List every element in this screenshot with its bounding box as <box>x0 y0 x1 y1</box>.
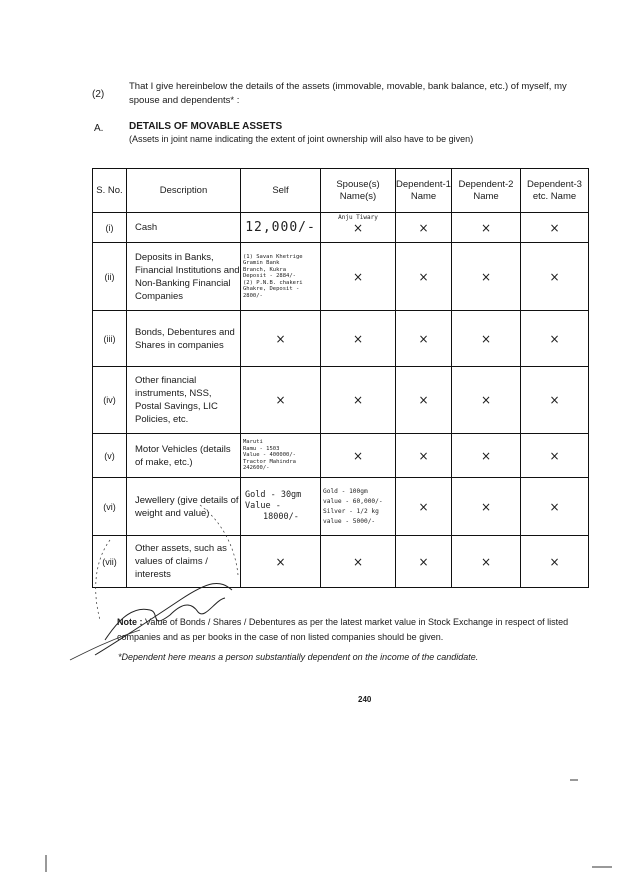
spouse-value: Gold - 100gm value - 60,000/- Silver - 1/2 kg value - 5000/- <box>321 478 396 536</box>
dep1-value: × <box>396 434 452 478</box>
section-title: DETAILS OF MOVABLE ASSETS <box>129 121 283 132</box>
row-sno: (ii) <box>93 243 127 311</box>
spouse-name: Anju Tiwary <box>338 214 378 221</box>
header-dependent-2: Dependent-2 Name <box>452 169 521 213</box>
dep1-value: × <box>396 311 452 367</box>
header-spouse: Spouse(s) Name(s) <box>321 169 396 213</box>
dep2-value: × <box>452 367 521 434</box>
row-sno: (iii) <box>93 311 127 367</box>
row-description: Other financial instruments, NSS, Postal Savings, LIC Policies, etc. <box>127 367 241 434</box>
self-value: × <box>241 367 321 434</box>
spouse-value: × <box>321 536 396 588</box>
signature-stroke <box>105 598 225 640</box>
row-description: Bonds, Debentures and Shares in companies <box>127 311 241 367</box>
spouse-value: × <box>321 311 396 367</box>
signature-stroke <box>70 630 140 660</box>
dep2-value: × <box>452 536 521 588</box>
seal-outline <box>200 505 238 575</box>
dep3-value: × <box>521 536 589 588</box>
row-sno: (vii) <box>93 536 127 588</box>
dep3-value: × <box>521 434 589 478</box>
row-sno: (v) <box>93 434 127 478</box>
spouse-value: × <box>321 243 396 311</box>
row-description: Jewellery (give details of weight and value) <box>127 478 241 536</box>
row-description: Other assets, such as values of claims / interests <box>127 536 241 588</box>
dep2-value: × <box>452 311 521 367</box>
dep1-value: × <box>396 367 452 434</box>
dep2-value: × <box>452 243 521 311</box>
dep3-value: × <box>521 213 589 243</box>
header-dependent-3: Dependent-3 etc. Name <box>521 169 589 213</box>
self-value: Maruti Ramu - 1503 Value - 400000/- Tractor Mahindra 242600/- <box>241 434 321 478</box>
row-description: Cash <box>127 213 241 243</box>
self-value: Gold - 30gm Value - 18000/- <box>241 478 321 536</box>
dep2-value: × <box>452 213 521 243</box>
dep2-value: × <box>452 434 521 478</box>
note-label: Note : <box>117 617 143 627</box>
dep3-value: × <box>521 478 589 536</box>
section-subtitle: (Assets in joint name indicating the extent of joint ownership will also have to be given) <box>129 134 474 144</box>
header-sno: S. No. <box>93 169 127 213</box>
dep2-value: × <box>452 478 521 536</box>
spouse-value: × <box>321 367 396 434</box>
row-description: Deposits in Banks, Financial Institutions and Non-Banking Financial Companies <box>127 243 241 311</box>
dep3-value: × <box>521 311 589 367</box>
dep1-value: × <box>396 243 452 311</box>
header-dependent-1: Dependent-1 Name <box>396 169 452 213</box>
cross-mark: × <box>352 221 364 235</box>
spouse-value: × <box>321 434 396 478</box>
page-number: 240 <box>358 695 372 704</box>
dep1-value: × <box>396 478 452 536</box>
seal-outline <box>96 540 110 620</box>
dependent-footnote: *Dependent here means a person substantially dependent on the income of the candidate. <box>118 652 479 662</box>
clause-number: (2) <box>92 89 105 100</box>
section-letter: A. <box>94 123 104 134</box>
dep3-value: × <box>521 367 589 434</box>
dep3-value: × <box>521 243 589 311</box>
cash-self-amount: 12,000/- <box>245 220 316 235</box>
header-description: Description <box>127 169 241 213</box>
row-description: Motor Vehicles (details of make, etc.) <box>127 434 241 478</box>
dep1-value: × <box>396 536 452 588</box>
self-value: (1) Savan Khetrige Gramin Bank Branch, Kukra Deposit - 2884/- (2) P.N.B. chakeri Ghakre, Deposit - 2800/- <box>241 243 321 311</box>
header-self: Self <box>241 169 321 213</box>
row-sno: (iv) <box>93 367 127 434</box>
dep1-value: × <box>396 213 452 243</box>
row-sno: (vi) <box>93 478 127 536</box>
clause-text: That I give hereinbelow the details of the assets (immovable, movable, bank balance, etc.) of myself, my spouse and dependents* : <box>129 81 567 106</box>
row-sno: (i) <box>93 213 127 243</box>
self-value: × <box>241 536 321 588</box>
note-body: Value of Bonds / Shares / Debentures as per the latest market value in Stock Exchange in respect of listed companies and as per books in the case of non listed companies should be given. <box>117 617 569 642</box>
self-value: × <box>241 311 321 367</box>
